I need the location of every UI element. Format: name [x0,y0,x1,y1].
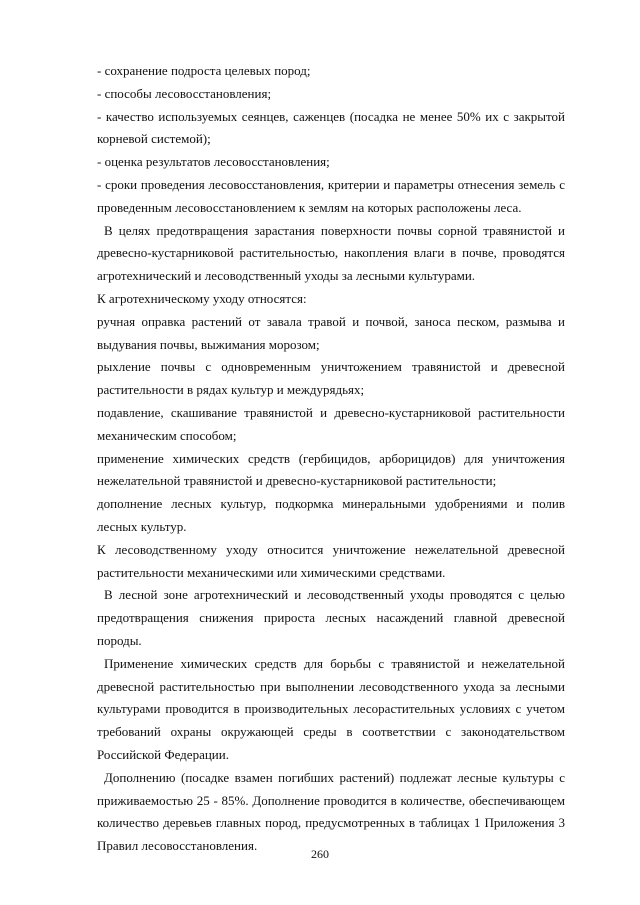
paragraph-supplementing-rules: Дополнению (посадке взамен погибших растений) подлежат лесные культуры с приживаемостью 25 - 85%. Дополнение проводится в количестве, обеспечивающем количество деревьев главных пород, предусмотренных в таблицах 1 Приложения 3 Правил лесовосстановления. [97,769,565,854]
paragraph-list-item-1: - сохранение подроста целевых пород; [97,63,311,78]
paragraph-soil-loosening: рыхление почвы с одновременным уничтожением травянистой и древесной растительности в рядах культур и междурядьях; [97,359,565,398]
paragraph-chemical-application: Применение химических средств для борьбы с травянистой и нежелательной древесной растительностью при выполнении лесоводственного ухода за лесными культурами проводится в производительных лесорастительных условиях с учетом требований охраны окружающей среды в соответствии с законодательством Российской Федерации. [97,655,565,762]
page-body-text [97,60,565,858]
paragraph-silvicultural-care: К лесоводственному уходу относится уничтожение нежелательной древесной растительности механическими или химическими средствами. [97,541,565,580]
paragraph-list-item-3: - качество используемых сеянцев, саженцев (посадка не менее 50% их с закрытой корневой системой); [97,108,565,147]
paragraph-list-item-2: - способы лесовосстановления; [97,85,272,101]
paragraph-list-item-4: - оценка результатов лесовосстановления; [97,154,330,170]
paragraph-supplementing-cultures: дополнение лесных культур, подкормка минеральными удобрениями и полив лесных культур. [97,496,565,534]
paragraph-manual-straightening: ручная оправка растений от завала травой и почвой, заноса песком, размыва и выдувания почвы, выжимания морозом; [97,313,565,352]
paragraph-mowing: подавление, скашивание травянистой и древесно-кустарниковой растительности механическим способом; [97,404,565,443]
paragraph-agrotechnical-heading: К агротехническому уходу относятся: [97,290,307,306]
paragraph-list-item-5: - сроки проведения лесовосстановления, критерии и параметры отнесения земель с проведенным лесовосстановлением к землям на которых расположены леса. [97,176,565,215]
paragraph-forest-zone: В лесной зоне агротехнический и лесоводственный уходы проводятся с целью предотвращения снижения прироста лесных насаждений главной древесной породы. [97,587,565,648]
page-number: 260 [311,847,329,861]
paragraph-purpose-of-care: В целях предотвращения зарастания поверхности почвы сорной травянистой и древесно-кустарниковой растительностью, накопления влаги в почве, проводятся агротехнический и лесоводственный уходы за лесными культурами. [97,222,565,284]
paragraph-chemical-means: применение химических средств (гербицидов, арборицидов) для уничтожения нежелательной травянистой и древесно-кустарниковой растительности; [97,450,565,489]
